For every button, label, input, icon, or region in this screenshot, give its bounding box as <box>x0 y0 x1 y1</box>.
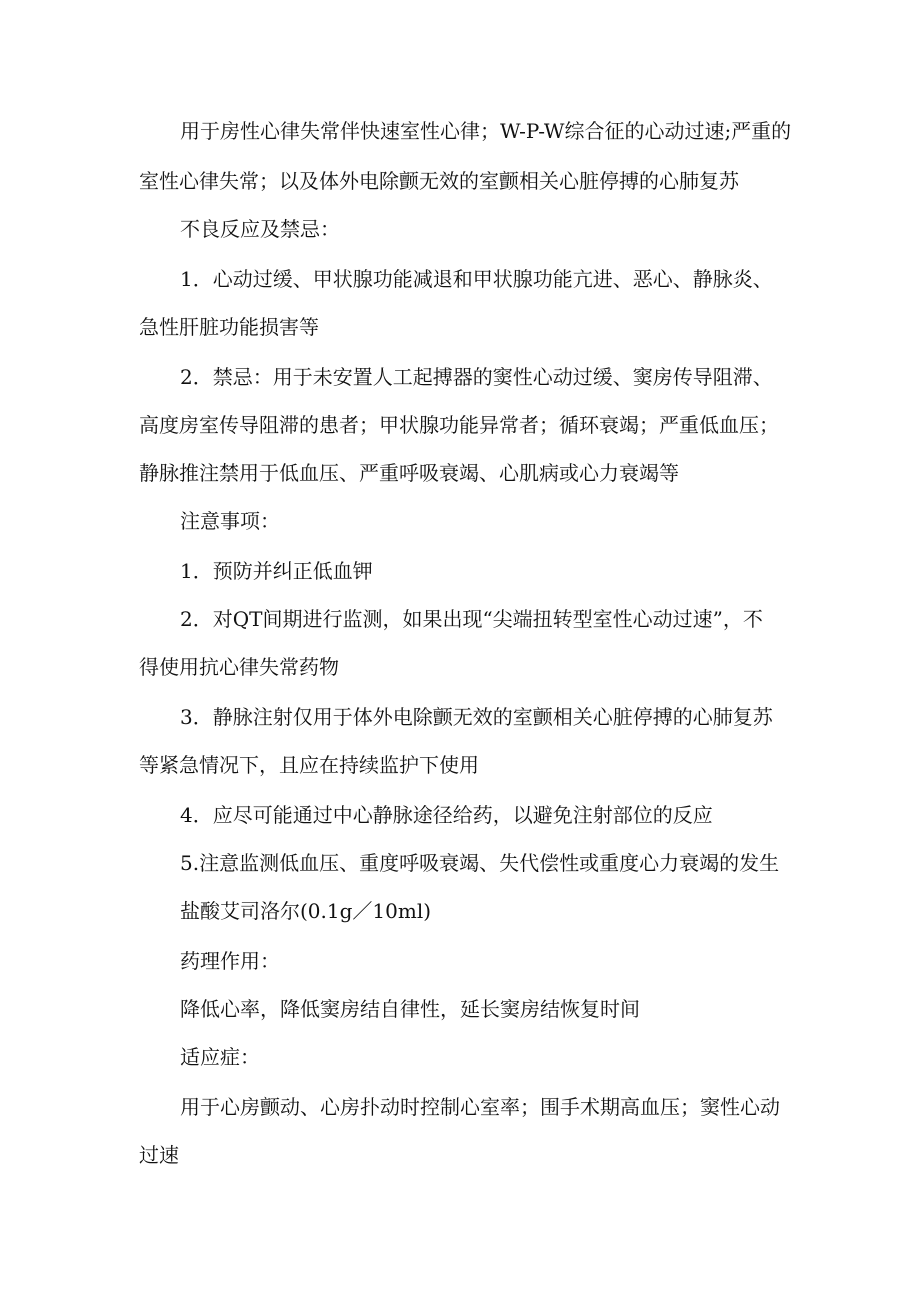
paragraph-line: 用于心房颤动、心房扑动时控制心室率；围手术期高血压；窦性心动 <box>180 1095 780 1119</box>
list-item: 4．应尽可能通过中心静脉途径给药，以避免注射部位的反应 <box>180 803 713 827</box>
section-heading-precautions: 注意事项： <box>180 509 280 533</box>
section-heading-pharmacology: 药理作用： <box>180 949 280 973</box>
list-item: 3．静脉注射仅用于体外电除颤无效的室颤相关心脏停搏的心肺复苏 <box>180 705 773 729</box>
list-item: 2．禁忌：用于未安置人工起搏器的窦性心动过缓、窦房传导阻滞、 <box>180 365 773 389</box>
list-item: 2．对QT间期进行监测，如果出现“尖端扭转型室性心动过速”，不 <box>180 607 763 631</box>
paragraph-line: 过速 <box>139 1143 179 1167</box>
list-item: 5.注意监测低血压、重度呼吸衰竭、失代偿性或重度心力衰竭的发生 <box>180 851 780 875</box>
list-item-continuation: 高度房室传导阻滞的患者；甲状腺功能异常者；循环衰竭；严重低血压； <box>139 413 779 437</box>
list-item-continuation: 静脉推注禁用于低血压、严重呼吸衰竭、心肌病或心力衰竭等 <box>139 461 679 485</box>
list-item-continuation: 等紧急情况下，且应在持续监护下使用 <box>139 753 479 777</box>
list-item: 1．心动过缓、甲状腺功能减退和甲状腺功能亢进、恶心、静脉炎、 <box>180 267 773 291</box>
paragraph-line: 用于房性心律失常伴快速室性心律；W-P-W综合征的心动过速;严重的 <box>180 119 792 143</box>
list-item-continuation: 得使用抗心律失常药物 <box>139 655 339 679</box>
list-item: 1．预防并纠正低血钾 <box>180 559 373 583</box>
section-heading-adverse-reactions: 不良反应及禁忌： <box>180 217 340 241</box>
paragraph-line: 室性心律失常；以及体外电除颤无效的室颤相关心脏停搏的心肺复苏 <box>139 169 739 193</box>
drug-title: 盐酸艾司洛尔(0.1g／10ml) <box>180 899 432 923</box>
section-heading-indications: 适应症： <box>180 1045 260 1069</box>
list-item-continuation: 急性肝脏功能损害等 <box>139 315 319 339</box>
paragraph-line: 降低心率，降低窦房结自律性，延长窦房结恢复时间 <box>180 997 640 1021</box>
